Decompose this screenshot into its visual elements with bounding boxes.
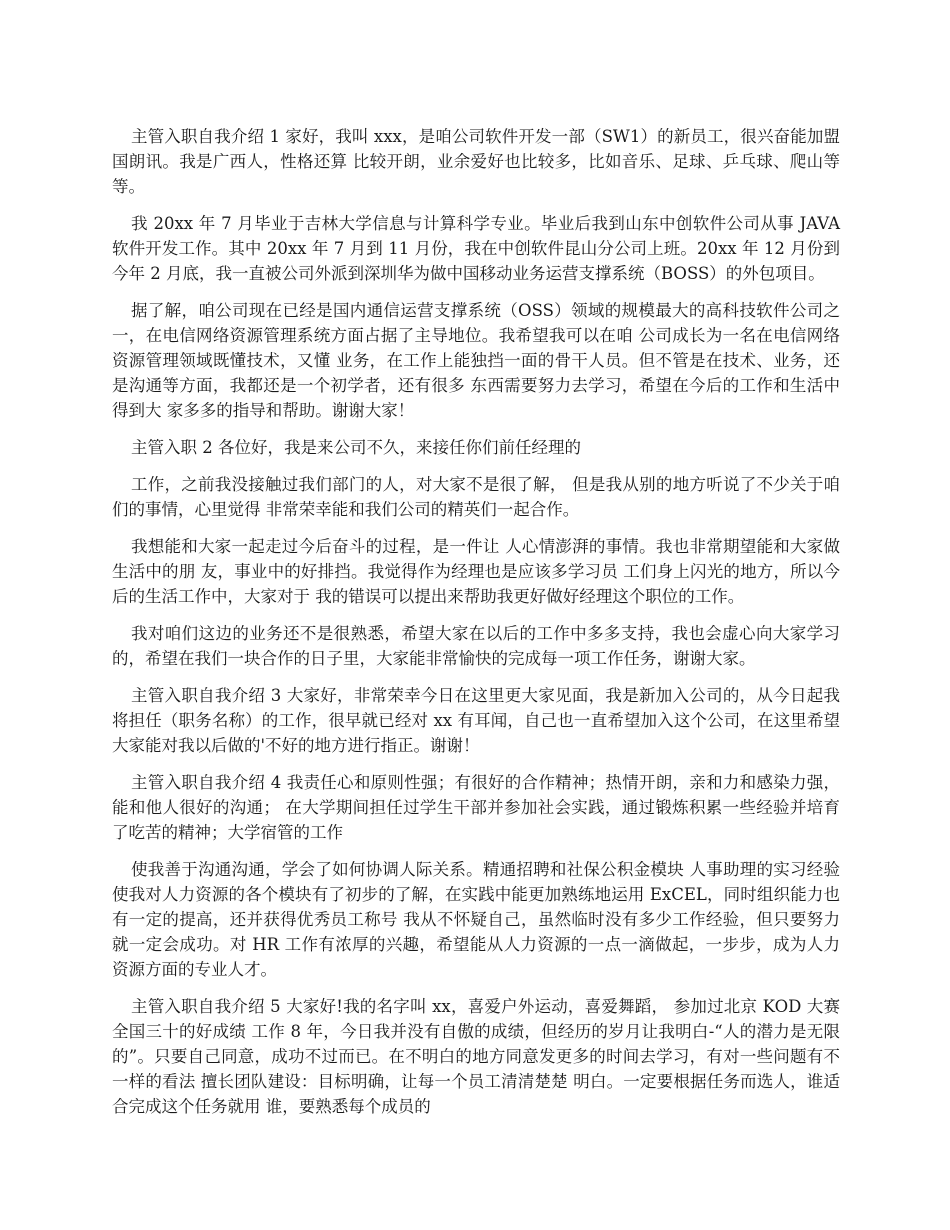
paragraph-intro-2: 主管入职 2 各位好，我是来公司不久，来接任你们前任经理的	[131, 438, 581, 457]
paragraph-company-goals: 据了解，咱公司现在已经是国内通信运营支撑系统（OSS）领域的规模最大的高科技软件公司之一，在电信网络资源管理系统方面占据了主导地位。我希望我可以在咱 公司成长为一名在电信网络资源管理领域既懂技术，又懂 业务，在工作上能独挡一面的骨干人员。但不管是在技术、业务，还是沟通等方面，我都还是一个初学者，还有很多 东西需要努力去学习，希望在今后的工作和生活中得到大 家多多的指导和帮助。谢谢大家！	[112, 301, 840, 420]
paragraph-hr-experience: 使我善于沟通沟通，学会了如何协调人际关系。精通招聘和社保公积金模块 人事助理的实习经验使我对人力资源的各个模块有了初步的了解，在实践中能更加熟练地运用 ExCEL，同时组织能力也有一定的提高，还并获得优秀员工称号 我从不怀疑自己，虽然临时没有多少工作经验，但只要努力就一定会成功。对 HR 工作有浓厚的兴趣，希望能从人力资源的一点一滴做起，一步步，成为人力资源方面的专业人才。	[112, 860, 840, 979]
paragraph-work-intro: 工作，之前我没接触过我们部门的人，对大家不是很了解， 但是我从别的地方听说了不少关于咱们的事情，心里觉得 非常荣幸能和我们公司的精英们一起合作。	[112, 475, 840, 519]
paragraph-team-expectations: 我想能和大家一起走过今后奋斗的过程，是一件让 人心情澎湃的事情。我也非常期望能和大家做生活中的朋 友，事业中的好排挡。我觉得作为经理也是应该多学习员 工们身上闪光的地方，所以今后的生活工作中，大家对于 我的错误可以提出来帮助我更好做好经理这个职位的工作。	[112, 537, 840, 606]
paragraph-education-background: 我 20xx 年 7 月毕业于吉林大学信息与计算科学专业。毕业后我到山东中创软件公司从事 JAVA 软件开发工作。其中 20xx 年 7 月到 11 月份，我在中创软件昆山分公司上班。20xx 年 12 月份到今年 2 月底，我一直被公司外派到深圳华为做中国移动业务运营支撑系统（BOSS）的外包项目。	[112, 214, 840, 283]
paragraph-intro-4: 主管入职自我介绍 4 我责任心和原则性强；有很好的合作精神；热情开朗，亲和力和感染力强，能和他人很好的沟通； 在大学期间担任过学生干部并参加社会实践，通过锻炼积累一些经验并培育了吃苦的精神；大学宿管的工作	[112, 773, 840, 842]
paragraph-intro-5: 主管入职自我介绍 5 大家好!我的名字叫 xx，喜爱户外运动，喜爱舞蹈， 参加过北京 KOD 大赛全国三十的好成绩 工作 8 年，今日我并没有自傲的成绩，但经历的岁月让我明白-“人的潜力是无限的”。只要自己同意，成功不过而已。在不明白的地方同意发更多的时间去学习，有对一些问题有不一样的看法 擅长团队建设：目标明确，让每一个员工清清楚楚 明白。一定要根据任务而选人，谁适合完成这个任务就用 谁，要熟悉每个成员的	[112, 997, 840, 1116]
paragraph-intro-1: 主管入职自我介绍 1 家好，我叫 xxx，是咱公司软件开发一部（SW1）的新员工，很兴奋能加盟国朗讯。我是广西人，性格还算 比较开朗，业余爱好也比较多，比如音乐、足球、乒乓球、爬山等等。	[112, 127, 840, 196]
paragraph-support-request: 我对咱们这边的业务还不是很熟悉，希望大家在以后的工作中多多支持，我也会虚心向大家学习的，希望在我们一块合作的日子里，大家能非常愉快的完成每一项工作任务，谢谢大家。	[112, 624, 840, 668]
document-page	[112, 124, 840, 1131]
paragraph-intro-3: 主管入职自我介绍 3 大家好，非常荣幸今日在这里更大家见面，我是新加入公司的，从今日起我将担任（职务名称）的工作，很早就已经对 xx 有耳闻，自己也一直希望加入这个公司，在这里希望大家能对我以后做的'不好的地方进行指正。谢谢！	[112, 686, 840, 755]
